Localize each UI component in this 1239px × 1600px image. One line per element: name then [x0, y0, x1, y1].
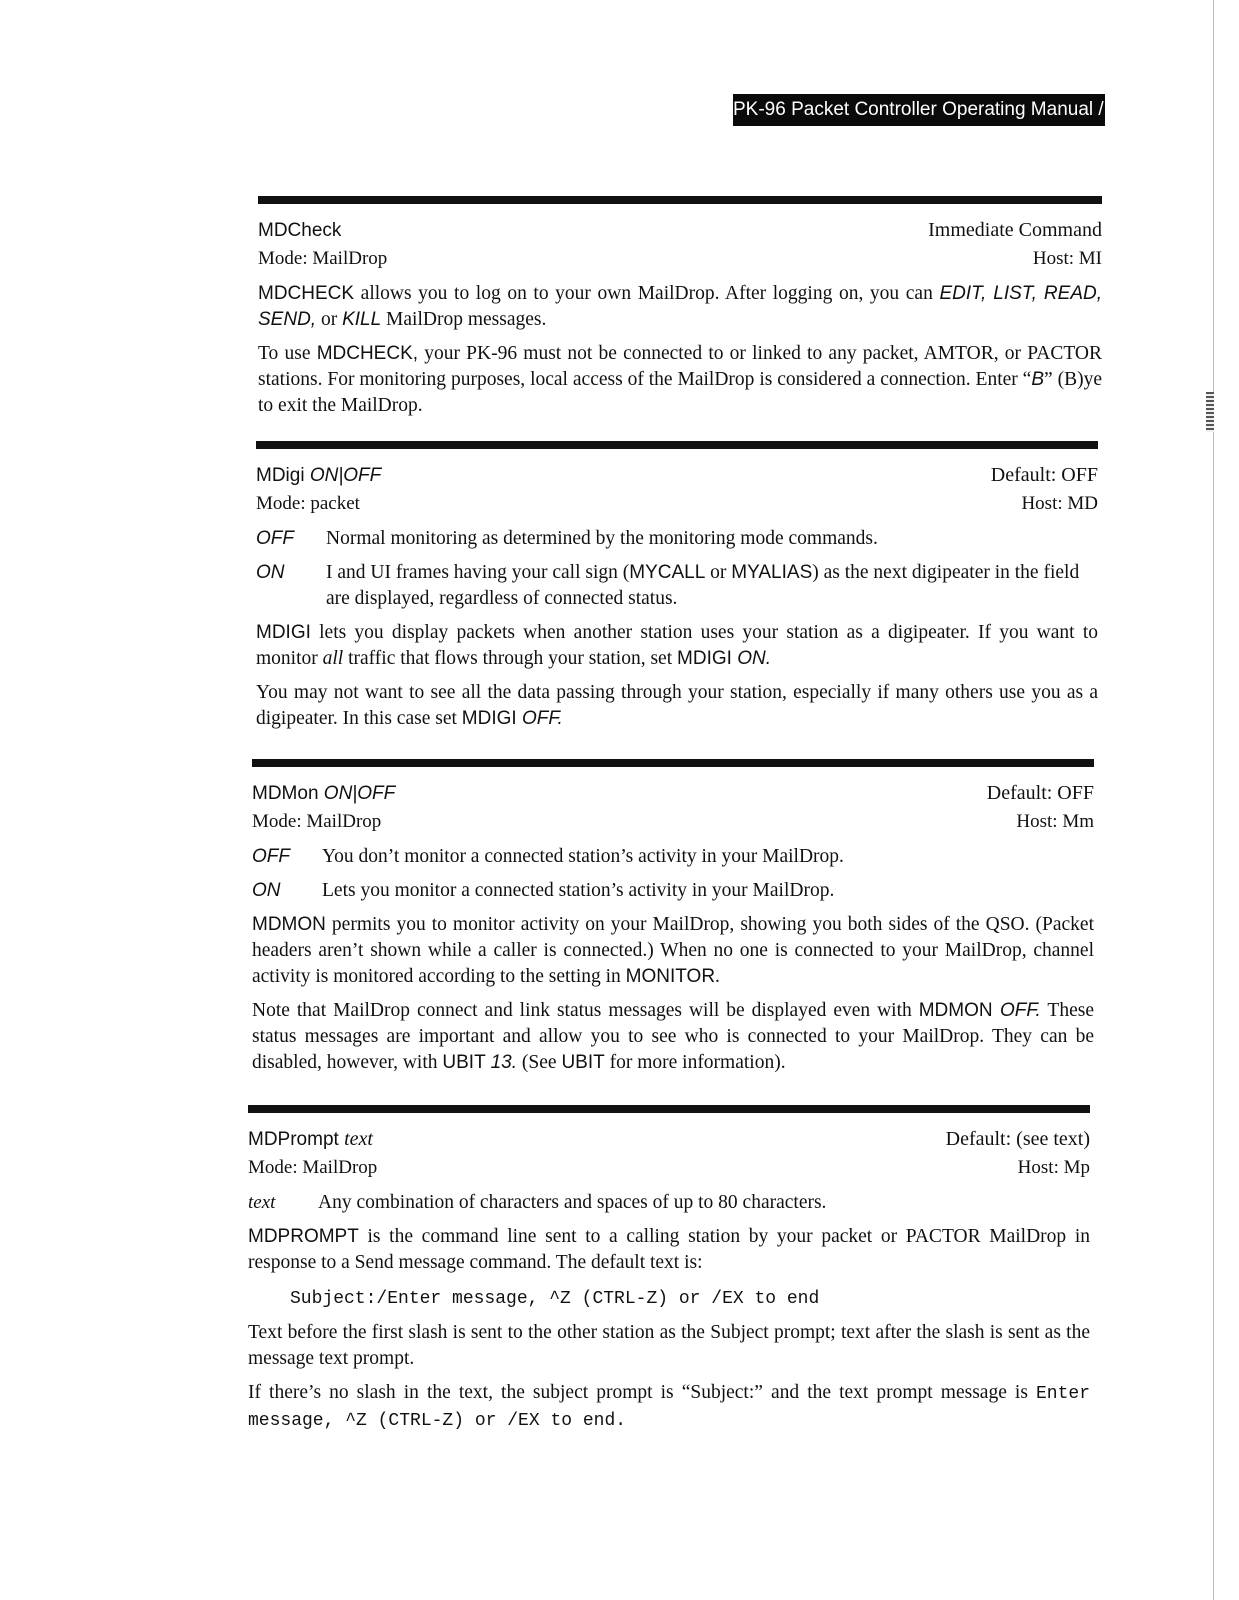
- section-mdmon: [252, 759, 1094, 1076]
- section-rule: [248, 1105, 1090, 1113]
- command-mode-row: [256, 490, 1098, 518]
- cmd-ref: MDPROMPT: [248, 1226, 359, 1247]
- cmd-ref: MONITOR: [625, 966, 716, 987]
- cmd-ref: MDIGI: [461, 708, 522, 729]
- section-mdcheck: [258, 196, 1102, 419]
- command-mode: Mode: packet: [256, 493, 360, 514]
- section-rule: [256, 441, 1098, 449]
- command-mode-row: [252, 808, 1094, 836]
- text-run: permits you to monitor activity on your MailDrop, showing you both sides of the QSO. (Packet headers aren’t shown while a caller is connected.) When no one is connected to your MailDrop, channel activity is monitored according to the setting in: [252, 914, 1094, 987]
- option-row: [256, 526, 1098, 552]
- option-key: text: [248, 1192, 276, 1213]
- command-header: [258, 216, 1102, 245]
- text-run: .: [715, 966, 720, 987]
- cmd-ref: MDMON: [252, 914, 326, 935]
- cmd-ref: UBIT: [442, 1052, 491, 1073]
- section-mdigi: [256, 441, 1098, 732]
- section-mdprompt: [248, 1105, 1090, 1434]
- cmd-ref: OFF.: [999, 1000, 1041, 1021]
- option-key: ON: [252, 880, 281, 901]
- paragraph: [252, 912, 1094, 990]
- text-run: allows you to log on to your own MailDrop. After logging on, you can: [354, 283, 940, 304]
- cmd-ref: MYCALL: [629, 562, 706, 583]
- paragraph: [258, 281, 1102, 333]
- command-header: [248, 1125, 1090, 1154]
- paragraph: [248, 1224, 1090, 1276]
- text-run: ” (B)ye to exit the MailDrop.: [258, 369, 1103, 416]
- cmd-ref: KILL: [342, 309, 382, 330]
- command-args: text: [344, 1128, 373, 1150]
- text-run: To use: [258, 343, 317, 364]
- option-text: Normal monitoring as determined by the monitoring mode commands.: [326, 528, 878, 549]
- text-run: is the command line sent to a calling station by your packet or PACTOR MailDrop in response to a Send message command. The default text is:: [248, 1226, 1090, 1273]
- command-mode: Mode: MailDrop: [248, 1157, 378, 1178]
- option-row: [248, 1190, 1090, 1216]
- command-default: Default: OFF: [986, 782, 1094, 804]
- command-host: Host: Mp: [1017, 1157, 1090, 1178]
- section-rule: [252, 759, 1094, 767]
- paragraph: [252, 998, 1094, 1076]
- text-run: You may not want to see all the data passing through your station, especially if many others use you as a digipeater. In this case set: [256, 682, 1098, 729]
- section-rule: [258, 196, 1102, 204]
- cmd-ref: 13.: [490, 1052, 518, 1073]
- text-run: These status messages are important and allow you to see who is connected to your MailDrop. They can be disabled, however, with: [252, 1000, 1094, 1073]
- command-name: MDPrompt: [248, 1129, 345, 1150]
- command-default: Default: (see text): [945, 1128, 1090, 1150]
- page-number: 59: [1108, 99, 1131, 120]
- cmd-ref: MDIGI: [677, 648, 738, 669]
- command-host: Host: Mm: [1016, 811, 1094, 832]
- cmd-ref: MDCHECK,: [316, 343, 419, 364]
- text-run: Note that MailDrop connect and link status messages will be displayed even with: [252, 1000, 919, 1021]
- text-run: traffic that flows through your station, set: [343, 648, 678, 669]
- command-mode-row: [248, 1154, 1090, 1182]
- code-inline: Enter message, ^Z (CTRL-Z) or /EX to end.: [248, 1384, 1090, 1431]
- option-row: [256, 560, 1098, 612]
- scan-edge-line: [1213, 0, 1214, 1600]
- text-run: If there’s no slash in the text, the subject prompt is “Subject:” and the text prompt message is: [248, 1382, 1036, 1403]
- text-run: your PK-96 must not be connected to or linked to any packet, AMTOR, or PACTOR stations. For monitoring purposes, local access of the MailDrop is considered a connection. Enter “: [258, 343, 1102, 390]
- option-row: [252, 844, 1094, 870]
- option-text: You don’t monitor a connected station’s activity in your MailDrop.: [322, 846, 844, 867]
- option-text: [326, 560, 1098, 612]
- paragraph: [248, 1380, 1090, 1434]
- text-run: lets you display packets when another station uses your station as a digipeater. If you want to monitor: [256, 622, 1098, 669]
- command-name: MDCheck: [258, 220, 342, 241]
- scan-artifact: [1206, 392, 1214, 432]
- command-name: MDMon: [252, 783, 324, 804]
- cmd-ref: B: [1031, 369, 1045, 390]
- code-block: Subject:/Enter message, ^Z (CTRL-Z) or /EX to end: [290, 1289, 820, 1309]
- paragraph: [256, 620, 1098, 672]
- text-run: or: [316, 309, 343, 330]
- command-default: Default: OFF: [990, 464, 1098, 486]
- cmd-ref: MYALIAS: [731, 562, 813, 583]
- paragraph: [256, 680, 1098, 732]
- paragraph: [258, 341, 1102, 419]
- cmd-ref: MDIGI: [256, 622, 311, 643]
- command-host: Host: MI: [1032, 248, 1102, 269]
- command-args: ON|OFF: [323, 783, 396, 804]
- option-key: OFF: [252, 846, 290, 867]
- option-key: ON: [256, 562, 285, 583]
- paragraph: Text before the first slash is sent to the other station as the Subject prompt; text after the slash is sent as the message text prompt.: [248, 1322, 1090, 1369]
- cmd-ref: UBIT: [561, 1052, 605, 1073]
- text-run: or: [705, 562, 732, 583]
- header-title: PK-96 Packet Controller Operating Manual /: [733, 99, 1109, 120]
- cmd-ref: MDMON: [918, 1000, 1000, 1021]
- command-mode-row: [258, 245, 1102, 273]
- command-header: [252, 779, 1094, 808]
- option-text: Lets you monitor a connected station’s activity in your MailDrop.: [322, 880, 835, 901]
- option-row: [252, 878, 1094, 904]
- page-header: [733, 94, 1131, 126]
- cmd-ref: MDCHECK: [258, 283, 355, 304]
- command-args: ON|OFF: [309, 465, 382, 486]
- option-key: OFF: [256, 528, 294, 549]
- command-header: [256, 461, 1098, 490]
- cmd-ref: OFF.: [521, 708, 563, 729]
- text-run: for more information).: [604, 1052, 786, 1073]
- cmd-ref: EDIT, LIST, READ, SEND,: [258, 283, 1102, 330]
- text-run: I and UI frames having your call sign (: [326, 562, 630, 583]
- command-mode: Mode: MailDrop: [258, 248, 388, 269]
- option-text: Any combination of characters and spaces of up to 80 characters.: [318, 1192, 827, 1213]
- text-run: ) as the next digipeater in the field are displayed, regardless of connected status.: [326, 562, 1080, 609]
- command-name: MDigi: [256, 465, 310, 486]
- command-type: Immediate Command: [928, 219, 1102, 241]
- text-run: (See: [517, 1052, 562, 1073]
- text-run: all: [322, 648, 344, 669]
- text-run: MailDrop messages.: [381, 309, 547, 330]
- command-host: Host: MD: [1021, 493, 1098, 514]
- command-mode: Mode: MailDrop: [252, 811, 382, 832]
- cmd-ref: ON.: [737, 648, 771, 669]
